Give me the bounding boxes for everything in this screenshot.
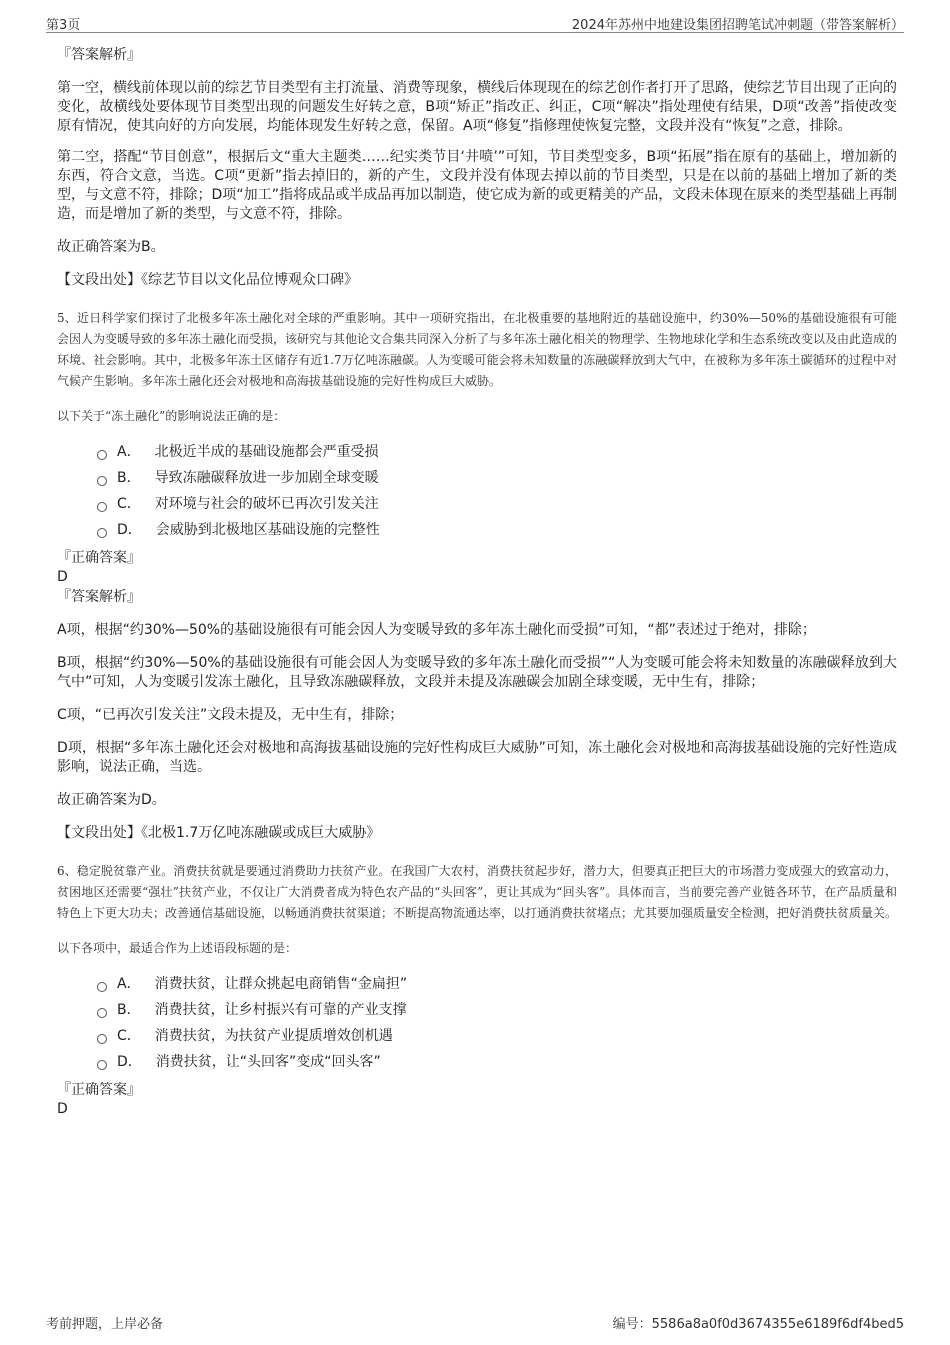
document-id: 编号：5586a8a0f0d3674355e6189f6df4bed5: [612, 1317, 904, 1332]
correct-answer-label: 『正确答案』: [57, 1082, 141, 1098]
answer-conclusion: 故正确答案为D。: [57, 792, 166, 808]
radio-icon[interactable]: [97, 982, 107, 992]
option-d[interactable]: D． 消费扶贫，让“头回客”变成“回头客”: [97, 1049, 897, 1075]
option-list: [57, 971, 897, 1075]
analysis-paragraph: C项，“已再次引发关注”文段未提及，无中生有，排除；: [57, 707, 404, 723]
answer-conclusion: 故正确答案为B。: [57, 239, 165, 255]
radio-icon[interactable]: [97, 476, 107, 486]
option-a[interactable]: A． 北极近半成的基础设施都会严重受损: [97, 439, 897, 465]
option-d[interactable]: D． 会威胁到北极地区基础设施的完整性: [97, 517, 897, 543]
analysis-paragraph: 第二空，搭配“节目创意”，根据后文“重大主题类……纪实类节目‘井喷’”可知，节目类型变多，B项“拓展”指在原有的基础上，增加新的东西，符合文意，当选。C项“更新”指去掉旧的，新的产生，文段并没有体现去掉以前的节目类型，只是在以前的基础上增加了新的类型，与文意不符，排除；D项“加工”指将成品或半成品再加以制造，使它成为新的或更精美的产品，文段未体现在原来的类型基础上再制造，而是增加了新的类型，与文意不符，排除。: [57, 149, 897, 222]
footer-slogan: 考前押题，上岸必备: [46, 1317, 164, 1332]
document-body: [57, 46, 897, 1118]
radio-icon[interactable]: [97, 1034, 107, 1044]
option-list: [57, 439, 897, 543]
question-prompt: 以下关于“冻土融化”的影响说法正确的是：: [57, 409, 286, 423]
page-number: 第3页: [46, 18, 81, 33]
question-text: 6、稳定脱贫靠产业。消费扶贫就是要通过消费助力扶贫产业。在我国广大农村，消费扶贫起步好，潜力大，但要真正把巨大的市场潜力变成强大的致富动力，贫困地区还需要“强壮”扶贫产业，不仅让广大消费者成为特色农产品的“头回客”，更让其成为“回头客”。具体而言，当前要完善产业链各环节，在产品质量和特色上下更大功夫；改善通信基础设施，以畅通消费扶贫渠道；不断提高物流通达率，以打通消费扶贫堵点；尤其要加强质量安全检测，把好消费扶贫质量关。: [57, 864, 898, 920]
radio-icon[interactable]: [97, 502, 107, 512]
document-title: 2024年苏州中地建设集团招聘笔试冲刺题（带答案解析）: [571, 18, 904, 33]
analysis-paragraph: B项，根据“约30%—50%的基础设施很有可能会因人为变暖导致的多年冻土融化而受损”“人为变暖可能会将未知数量的冻融碳释放到大气中”可知，人为变暖引发冻土融化，且导致冻融碳释放，文段并未提及冻融碳会加剧全球变暖，无中生有，排除；: [57, 655, 897, 690]
question-text: 5、近日科学家们探讨了北极多年冻土融化对全球的严重影响。其中一项研究指出，在北极重要的基地附近的基础设施中，约30%—50%的基础设施很有可能会因人为变暖导致的多年冻土融化而受损，该研究与其他论文合集共同深入分析了与多年冻土融化相关的物理学、生物地球化学和生态系统改变以及由此造成的环境、社会影响。其中，北极多年冻土区储存有近1.7万亿吨冻融碳。人为变暖可能会将未知数量的冻融碳释放到大气中，在被称为多年冻土碳循环的过程中对气候产生影响。多年冻土融化还会对极地和高海拔基础设施的完好性构成巨大威胁。: [57, 311, 898, 388]
correct-answer-value: D: [57, 569, 68, 585]
radio-icon[interactable]: [97, 1008, 107, 1018]
option-b[interactable]: B． 导致冻融碳释放进一步加剧全球变暖: [97, 465, 897, 491]
option-b[interactable]: B． 消费扶贫，让乡村振兴有可靠的产业支撑: [97, 997, 897, 1023]
page-header: [46, 12, 904, 33]
radio-icon[interactable]: [97, 528, 107, 538]
answer-analysis-label: 『答案解析』: [57, 589, 141, 605]
option-c[interactable]: C． 消费扶贫，为扶贫产业提质增效创机遇: [97, 1023, 897, 1049]
source-citation: 【文段出处】《北极1.7万亿吨冻融碳或成巨大威胁》: [57, 825, 381, 841]
analysis-paragraph: A项，根据“约30%—50%的基础设施很有可能会因人为变暖导致的多年冻土融化而受损”可知，“都”表述过于绝对，排除；: [57, 622, 816, 638]
analysis-paragraph: 第一空，横线前体现以前的综艺节目类型有主打流量、消费等现象，横线后体现现在的综艺创作者打开了思路，使综艺节目出现了正向的变化，故横线处要体现节目类型出现的问题发生好转之意，B项“矫正”指改正、纠正，C项“解决”指处理使有结果，D项“改善”指使改变原有情况，使其向好的方向发展，均能体现发生好转之意，保留。A项“修复”指修理使恢复完整，文段并没有“恢复”之意，排除。: [57, 80, 897, 134]
option-c[interactable]: C． 对环境与社会的破坏已再次引发关注: [97, 491, 897, 517]
radio-icon[interactable]: [97, 450, 107, 460]
correct-answer-label: 『正确答案』: [57, 550, 141, 566]
radio-icon[interactable]: [97, 1060, 107, 1070]
analysis-paragraph: D项，根据“多年冻土融化还会对极地和高海拔基础设施的完好性构成巨大威胁”可知，冻土融化会对极地和高海拔基础设施的完好性造成影响，说法正确，当选。: [57, 740, 897, 775]
option-a[interactable]: A． 消费扶贫，让群众挑起电商销售“金扁担”: [97, 971, 897, 997]
correct-answer-value: D: [57, 1101, 68, 1117]
question-prompt: 以下各项中，最适合作为上述语段标题的是：: [57, 941, 298, 955]
source-citation: 【文段出处】《综艺节目以文化品位博观众口碑》: [57, 272, 358, 288]
page-footer: [46, 1313, 904, 1331]
answer-analysis-label: 『答案解析』: [57, 47, 141, 63]
